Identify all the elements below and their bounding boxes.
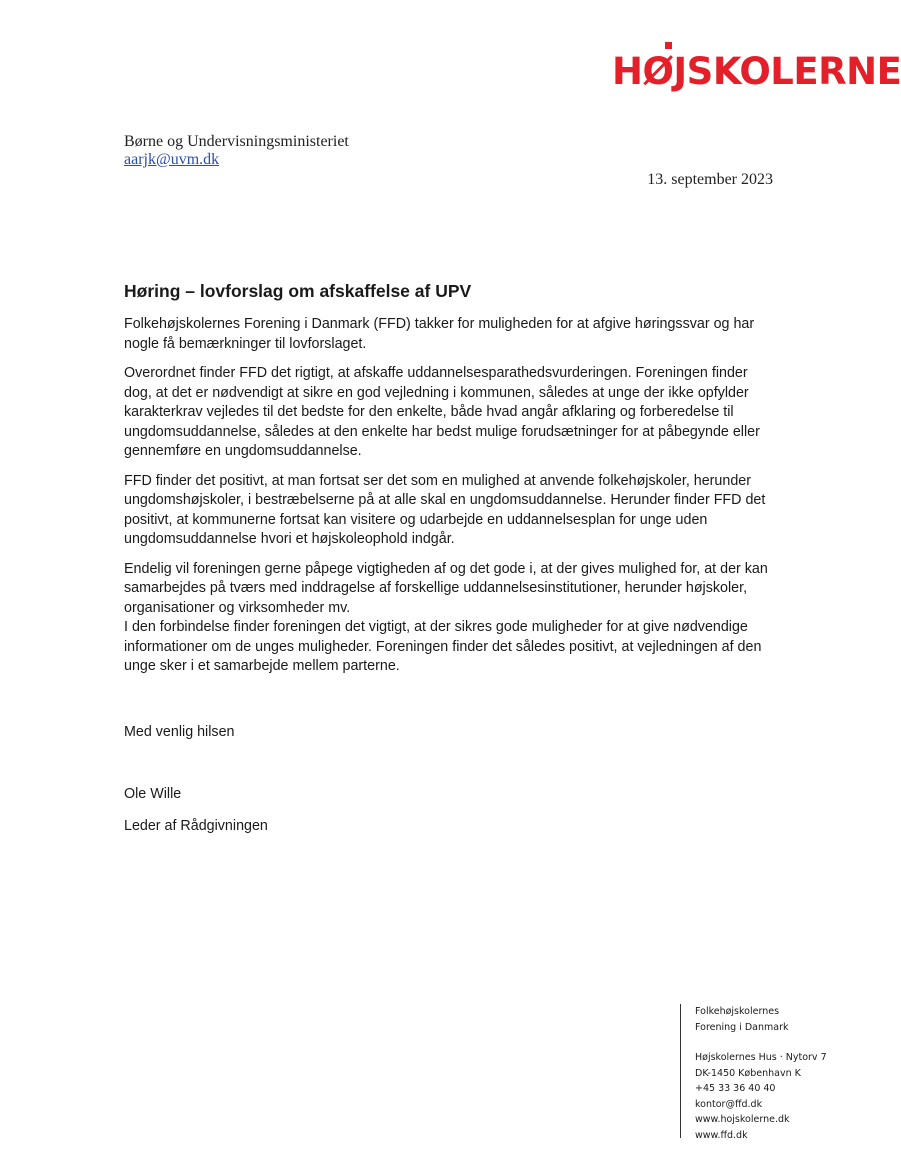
signature-name: Ole Wille bbox=[124, 786, 182, 802]
letter-body bbox=[124, 281, 774, 687]
footer-website[interactable]: www.hojskolerne.dk bbox=[695, 1114, 790, 1125]
closing-greeting: Med venlig hilsen bbox=[124, 724, 235, 740]
letter-date: 13. september 2023 bbox=[647, 171, 773, 188]
body-paragraph: Folkehøjskolernes Forening i Danmark (FFD) takker for muligheden for at afgive høringssvar og har nogle få bemærkninger til lovforslaget. bbox=[124, 316, 755, 352]
signature-title: Leder af Rådgivningen bbox=[124, 818, 268, 834]
footer-address: Højskolernes Hus · Nytorv 7 bbox=[695, 1052, 827, 1063]
body-paragraph: Overordnet finder FFD det rigtigt, at afskaffe uddannelsesparathedsvurderingen. Foreningen finder dog, at det er nødvendigt at sikre en god vejledning i kommunen, således at unge der ikke opfylder karakterkrav vejledes til det bedste for den enkelte, både hvad angår afklaring og forberedelse til ungdomsuddannelse, således at den enkelte har bedst mulige forudsætninger for at påbegynde eller gennemføre en ungdomsuddannelse. bbox=[124, 365, 760, 459]
recipient-email-link[interactable]: aarjk@uvm.dk bbox=[124, 151, 220, 168]
footer-email[interactable]: kontor@ffd.dk bbox=[695, 1098, 763, 1110]
body-paragraph: FFD finder det positivt, at man fortsat ser det som en mulighed at anvende folkehøjskoler, herunder ungdomshøjskoler, i bestræbelserne på at alle skal en ungdomsuddannelse. Herunder finder FFD det positivt, at kommunerne fortsat kan visitere og udarbejde en uddannelsesplan for unge uden ungdomsuddannelse hvori et højskoleophold indgår. bbox=[124, 472, 766, 547]
footer-org-line: Forening i Danmark bbox=[695, 1021, 789, 1033]
letter-title: Høring – lovforslag om afskaffelse af UPV bbox=[124, 281, 472, 301]
footer-website[interactable]: www.ffd.dk bbox=[695, 1129, 748, 1141]
body-paragraph: Endelig vil foreningen gerne påpege vigtigheden af og det gode i, at der gives mulighed for, at der kan samarbejdes på tværs med inddragelse af forskellige uddannelsesinstitutioner, herunder højskoler, organisationer og virksomheder mv. I den forbindelse finder foreningen det vigtigt, at der sikres gode muligheder for at give nødvendige informationer om de unges muligheder. Foreningen finder det således positivt, at vejledningen af den unge sker i et samarbejde mellem parterne. bbox=[124, 560, 768, 674]
recipient-name: Børne og Undervisningsministeriet bbox=[124, 133, 349, 150]
footer-contact bbox=[695, 1004, 827, 1143]
footer-phone: +45 33 36 40 40 bbox=[695, 1083, 776, 1094]
recipient-block bbox=[124, 133, 349, 169]
logo-wordmark: HØJSKOLERNE bbox=[612, 50, 901, 93]
hojskolerne-logo bbox=[612, 42, 901, 102]
footer-org-line: Folkehøjskolernes bbox=[695, 1006, 780, 1017]
footer-divider bbox=[680, 1004, 681, 1138]
footer-address: DK-1450 København K bbox=[695, 1067, 801, 1079]
logo-dot bbox=[665, 42, 672, 49]
